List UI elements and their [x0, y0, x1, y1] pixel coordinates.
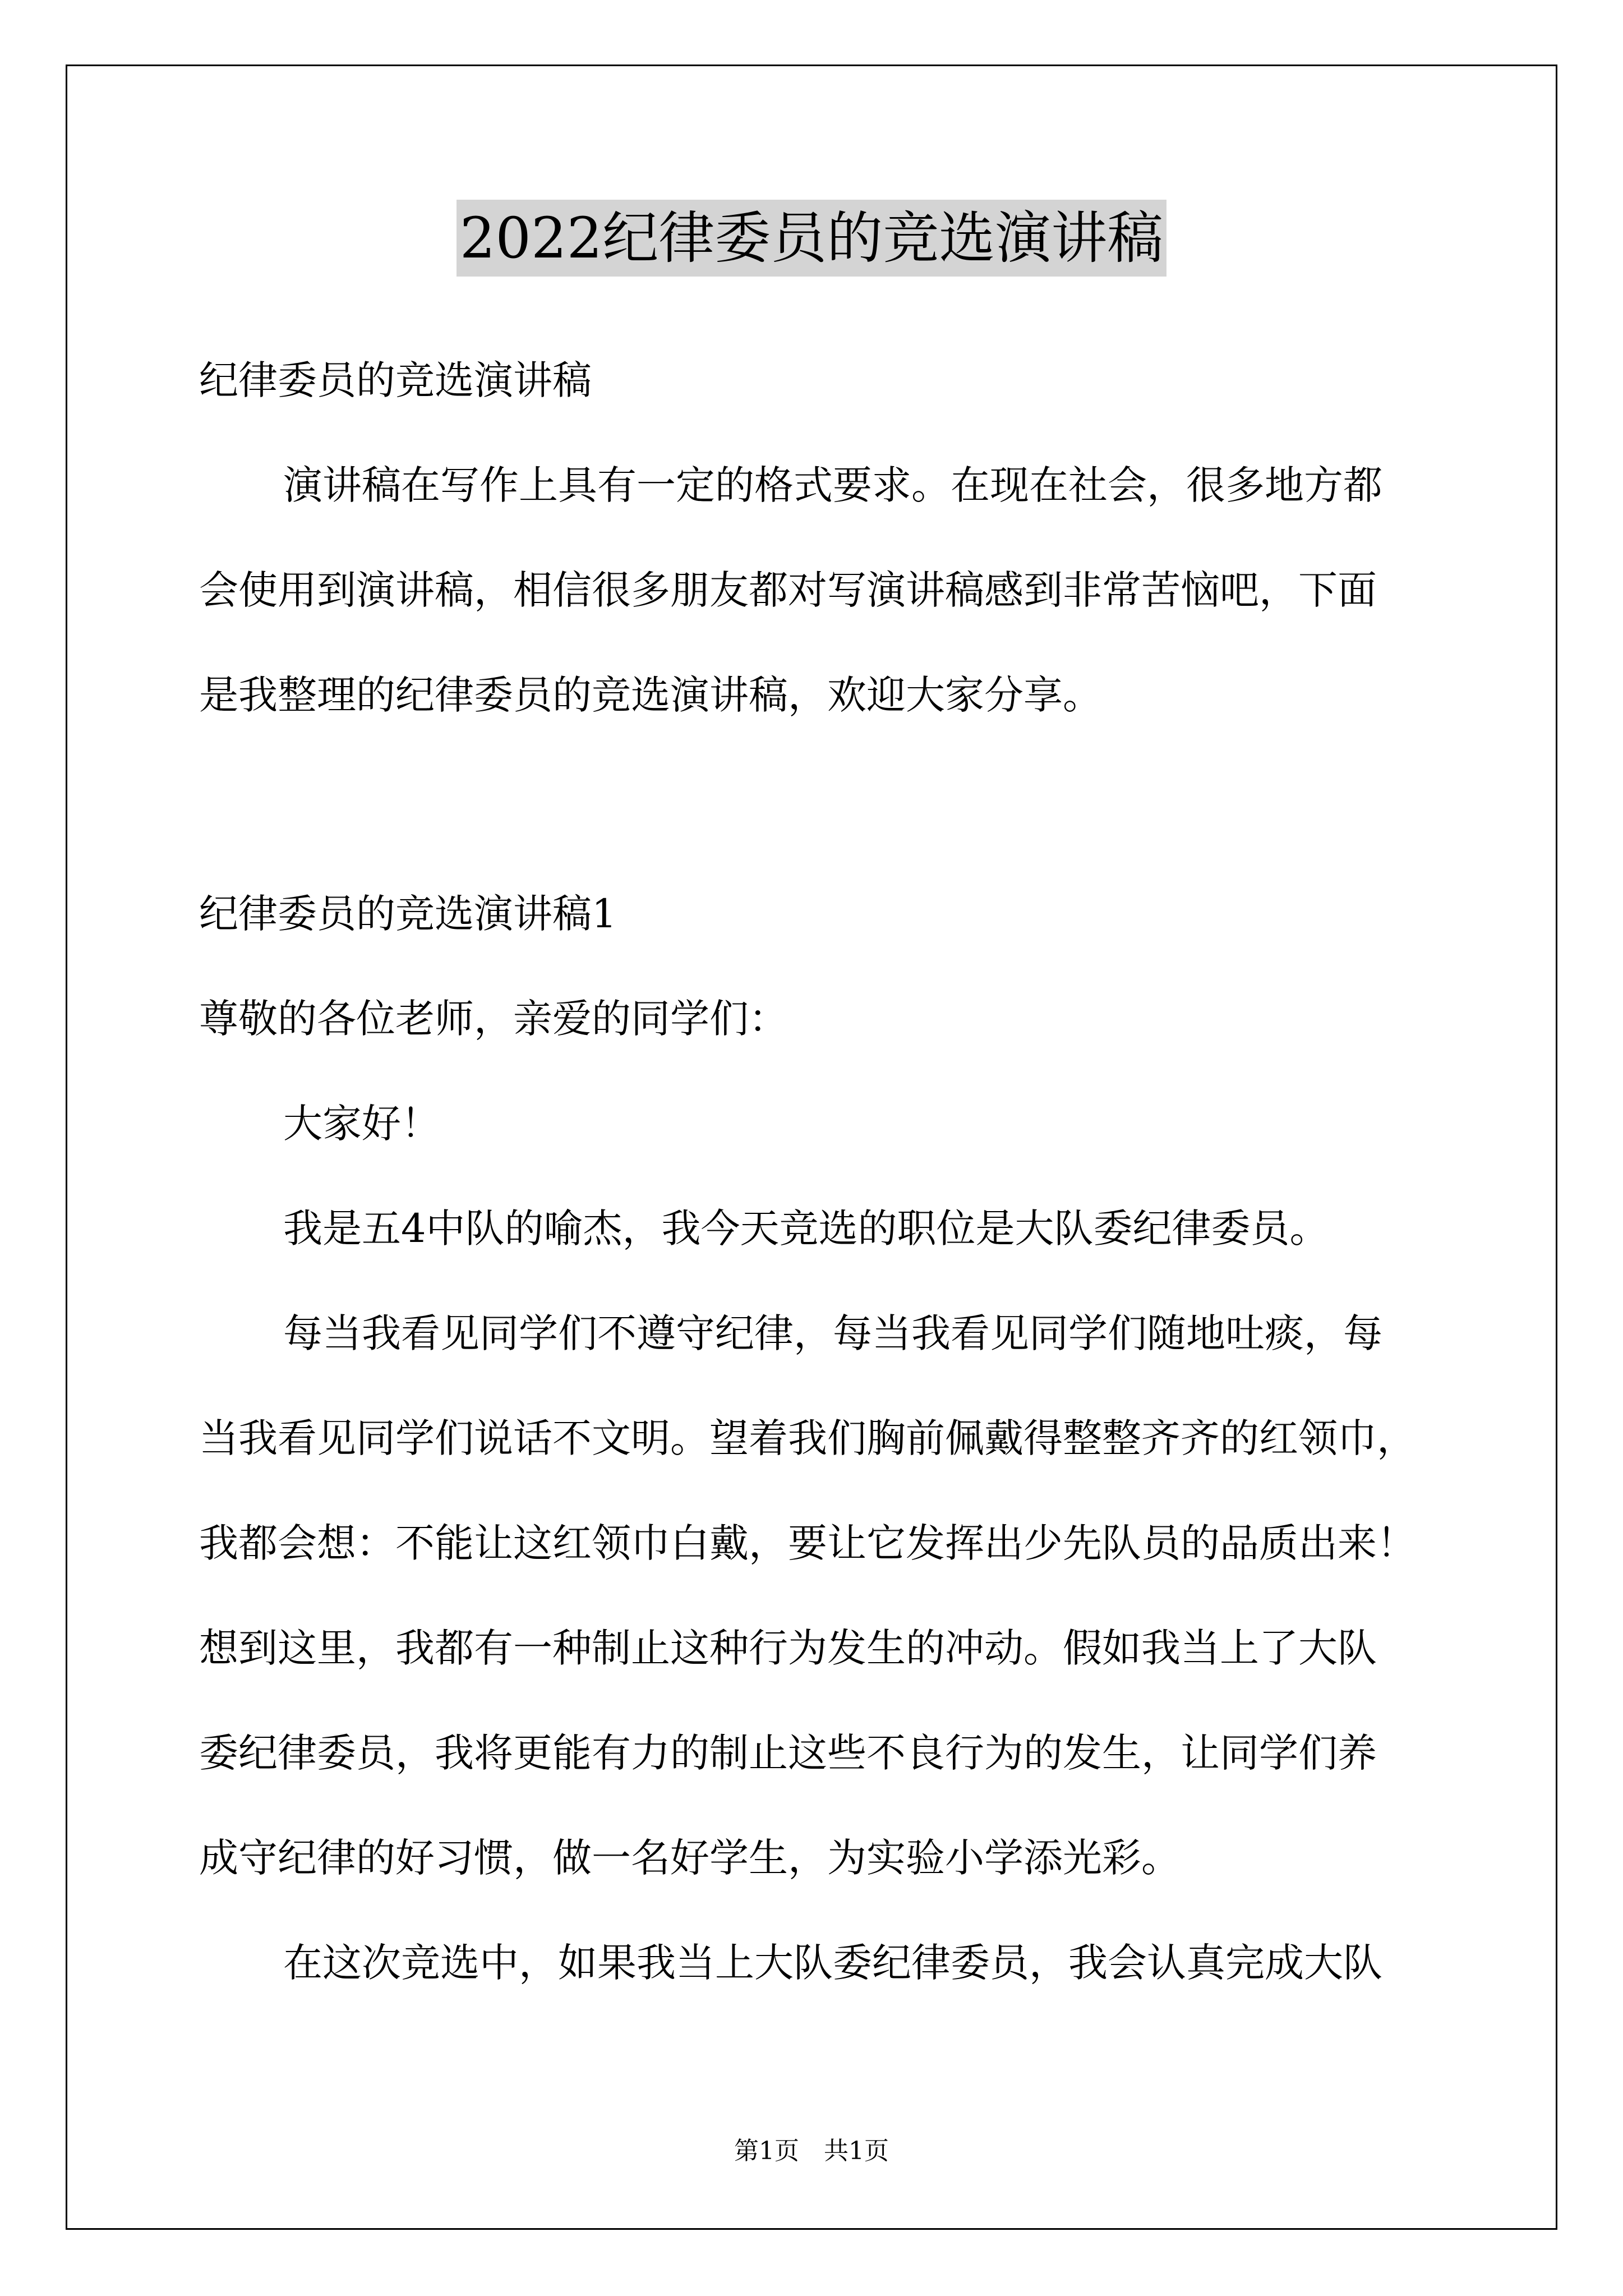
section-heading: 纪律委员的竞选演讲稿1: [199, 891, 617, 937]
document-title: [0, 199, 1623, 278]
intro-line-2: 会使用到演讲稿，相信很多朋友都对写演讲稿感到非常苦恼吧，下面: [199, 567, 1377, 613]
intro-line-1: 演讲稿在写作上具有一定的格式要求。在现在社会，很多地方都: [283, 462, 1382, 508]
paragraph-2-line-3: 我都会想：不能让这红领巾白戴，要让它发挥出少先队员的品质出来！: [199, 1520, 1416, 1566]
paragraph-2-line-2: 当我看见同学们说话不文明。望着我们胸前佩戴得整整齐齐的红领巾，: [199, 1415, 1416, 1461]
paragraph-2-line-4: 想到这里，我都有一种制止这种行为发生的冲动。假如我当上了大队: [199, 1625, 1377, 1671]
paragraph-3: 在这次竞选中，如果我当上大队委纪律委员，我会认真完成大队: [283, 1940, 1382, 1986]
paragraph-1: 我是五4中队的喻杰，我今天竞选的职位是大队委纪律委员。: [283, 1205, 1329, 1251]
salutation: 尊敬的各位老师，亲爱的同学们：: [199, 996, 788, 1042]
paragraph-2-line-5: 委纪律委员，我将更能有力的制止这些不良行为的发生，让同学们养: [199, 1730, 1377, 1776]
paragraph-2-line-6: 成守纪律的好习惯，做一名好学生，为实验小学添光彩。: [199, 1835, 1181, 1881]
document-subtitle: 纪律委员的竞选演讲稿: [199, 357, 592, 403]
paragraph-2-line-1: 每当我看见同学们不遵守纪律，每当我看见同学们随地吐痰，每: [283, 1310, 1382, 1356]
page-footer: 第1页 共1页: [734, 2137, 889, 2165]
document-title-text: 2022纪律委员的竞选演讲稿: [457, 200, 1167, 277]
greeting: 大家好！: [283, 1101, 440, 1147]
intro-line-3: 是我整理的纪律委员的竞选演讲稿，欢迎大家分享。: [199, 672, 1102, 718]
